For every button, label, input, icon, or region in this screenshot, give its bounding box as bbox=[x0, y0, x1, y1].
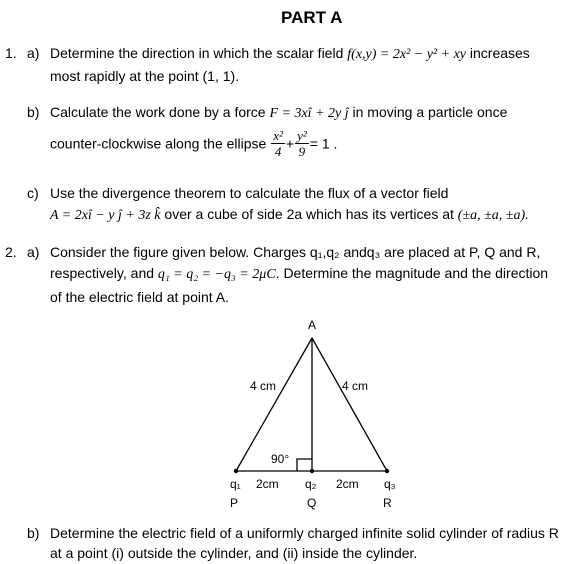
q3-charge-label: q₃ bbox=[384, 477, 396, 491]
q1c-vector: A = 2xî − y ĵ + 3z k̂ bbox=[50, 208, 161, 223]
q1b-label: b) bbox=[27, 104, 40, 120]
point-p-label: P bbox=[230, 496, 239, 510]
point-r-label: R bbox=[383, 496, 392, 510]
q1b-text-pre: Calculate the work done by a force bbox=[50, 104, 270, 120]
q2b-label: b) bbox=[27, 525, 40, 541]
right-angle-mark bbox=[297, 459, 312, 471]
point-p-dot bbox=[234, 469, 238, 473]
left-side-label: 4 cm bbox=[250, 379, 277, 393]
q1-charge-label: q₁ bbox=[230, 477, 241, 491]
point-q-label: Q bbox=[307, 496, 317, 510]
left-segment-label: 2cm bbox=[256, 477, 279, 491]
q2a-line3: of the electric field at point A. bbox=[50, 289, 229, 305]
q2a-label: a) bbox=[27, 244, 40, 260]
triangle-right-side bbox=[312, 338, 387, 471]
q2b-line2: at a point (i) outside the cylinder, and (ii) inside the cylinder. bbox=[50, 545, 418, 561]
q1b-text-post: in moving a particle once bbox=[348, 104, 508, 120]
q1a-text-pre: Determine the direction in which the scalar field bbox=[50, 45, 348, 61]
ellipse-term-y: $\frac{\text{y²}}{9}$ bbox=[297, 128, 307, 159]
q1-number: 1. bbox=[5, 45, 17, 61]
q2-charge-label: q₂ bbox=[305, 477, 317, 491]
page-title: PART A bbox=[281, 8, 343, 27]
ellipse-rhs: = 1 . bbox=[309, 135, 338, 152]
q1a-function: f(x,y) = 2x² − y² + xy bbox=[347, 47, 466, 62]
q1c-vertices: (±a, ±a, ±a). bbox=[457, 208, 529, 223]
q2a-text-post: . Determine the magnitude and the direction bbox=[275, 265, 549, 281]
q1c-label: c) bbox=[27, 185, 39, 201]
q1a-label: a) bbox=[27, 45, 40, 61]
q1c-line1: Use the divergence theorem to calculate the flux of a vector field bbox=[50, 185, 449, 201]
q1a-text-post: increases bbox=[466, 45, 530, 61]
q2a-text-pre: respectively, and bbox=[50, 265, 158, 281]
q2-number: 2. bbox=[5, 244, 17, 260]
q1c-text-mid: over a cube of side 2a which has its vertices at bbox=[160, 206, 458, 222]
q1a-line2: most rapidly at the point (1, 1). bbox=[50, 68, 240, 84]
right-side-label: 4 cm bbox=[342, 379, 369, 393]
point-r-dot bbox=[385, 469, 389, 473]
ellipse-plus: + bbox=[285, 135, 295, 152]
q1b-force: F = 3xî + 2y ĵ bbox=[269, 106, 349, 121]
q2b-line1: Determine the electric field of a uniformly charged infinite solid cylinder of radius R bbox=[50, 525, 559, 541]
ellipse-term-x: $\frac{\text{x²}}{4}$ bbox=[273, 128, 283, 159]
q2a-charges: q₁ = q₂ = −q₃ = 2μC bbox=[157, 267, 276, 282]
q2a-line1: Consider the figure given below. Charges q₁,q₂ andq₃ are placed at P, Q and R, bbox=[50, 244, 541, 260]
angle-label: 90° bbox=[271, 452, 290, 466]
point-q-dot bbox=[310, 469, 314, 473]
right-segment-label: 2cm bbox=[336, 477, 359, 491]
q1b-text2: counter-clockwise along the ellipse bbox=[50, 135, 271, 152]
apex-label: A bbox=[308, 318, 317, 332]
